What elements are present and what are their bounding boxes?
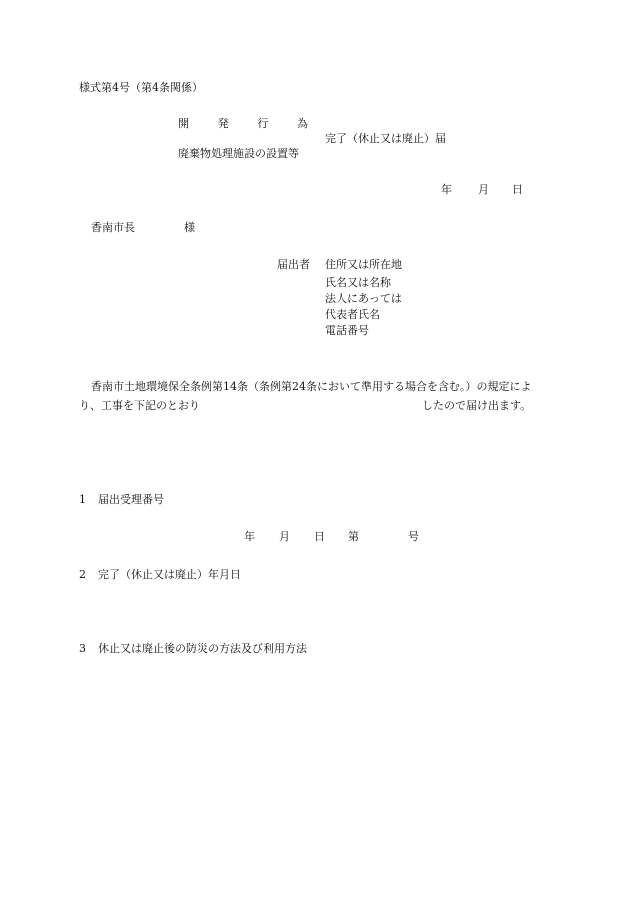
item-1-label: 届出受理番号 — [98, 493, 164, 506]
notifier-label: 届出者 — [277, 258, 310, 271]
date-month: 月 — [478, 183, 489, 196]
notifier-field-phone: 電話番号 — [325, 324, 369, 337]
form-number: 様式第4号（第4条関係） — [79, 81, 203, 94]
date-year: 年 — [441, 183, 452, 196]
addressee-honorific: 様 — [184, 221, 195, 234]
title-row-1 — [178, 117, 308, 131]
item-1-number: 1 — [79, 493, 86, 506]
body-line-2b: したので届け出ます。 — [422, 399, 532, 412]
notifier-field-corporation: 法人にあっては — [325, 292, 402, 305]
title-char: 開 — [178, 117, 189, 130]
receipt-dai: 第 — [348, 530, 359, 543]
date-day: 日 — [512, 183, 523, 196]
title-row-2: 廃棄物処理施設の設置等 — [178, 147, 299, 160]
receipt-day: 日 — [314, 530, 325, 543]
receipt-month: 月 — [279, 530, 290, 543]
receipt-go: 号 — [408, 530, 419, 543]
body-line-1: 香南市土地環境保全条例第14条（条例第24条において準用する場合を含む。）の規定によ — [91, 380, 532, 393]
receipt-year: 年 — [244, 530, 255, 543]
item-3-number: 3 — [79, 642, 86, 655]
title-char: 為 — [296, 117, 308, 130]
title-char: 発 — [217, 117, 229, 130]
title-char: 行 — [257, 117, 269, 130]
item-2-label: 完了（休止又は廃止）年月日 — [98, 568, 241, 581]
notifier-field-representative: 代表者氏名 — [325, 308, 380, 321]
title-suffix: 完了（休止又は廃止）届 — [325, 132, 446, 145]
item-3-label: 休止又は廃止後の防災の方法及び利用方法 — [98, 642, 307, 655]
notifier-field-address: 住所又は所在地 — [325, 258, 402, 271]
body-line-2a: り、工事を下記のとおり — [79, 399, 200, 412]
notifier-field-name: 氏名又は名称 — [325, 276, 391, 289]
item-2-number: 2 — [79, 568, 86, 581]
addressee-name: 香南市長 — [91, 221, 135, 234]
